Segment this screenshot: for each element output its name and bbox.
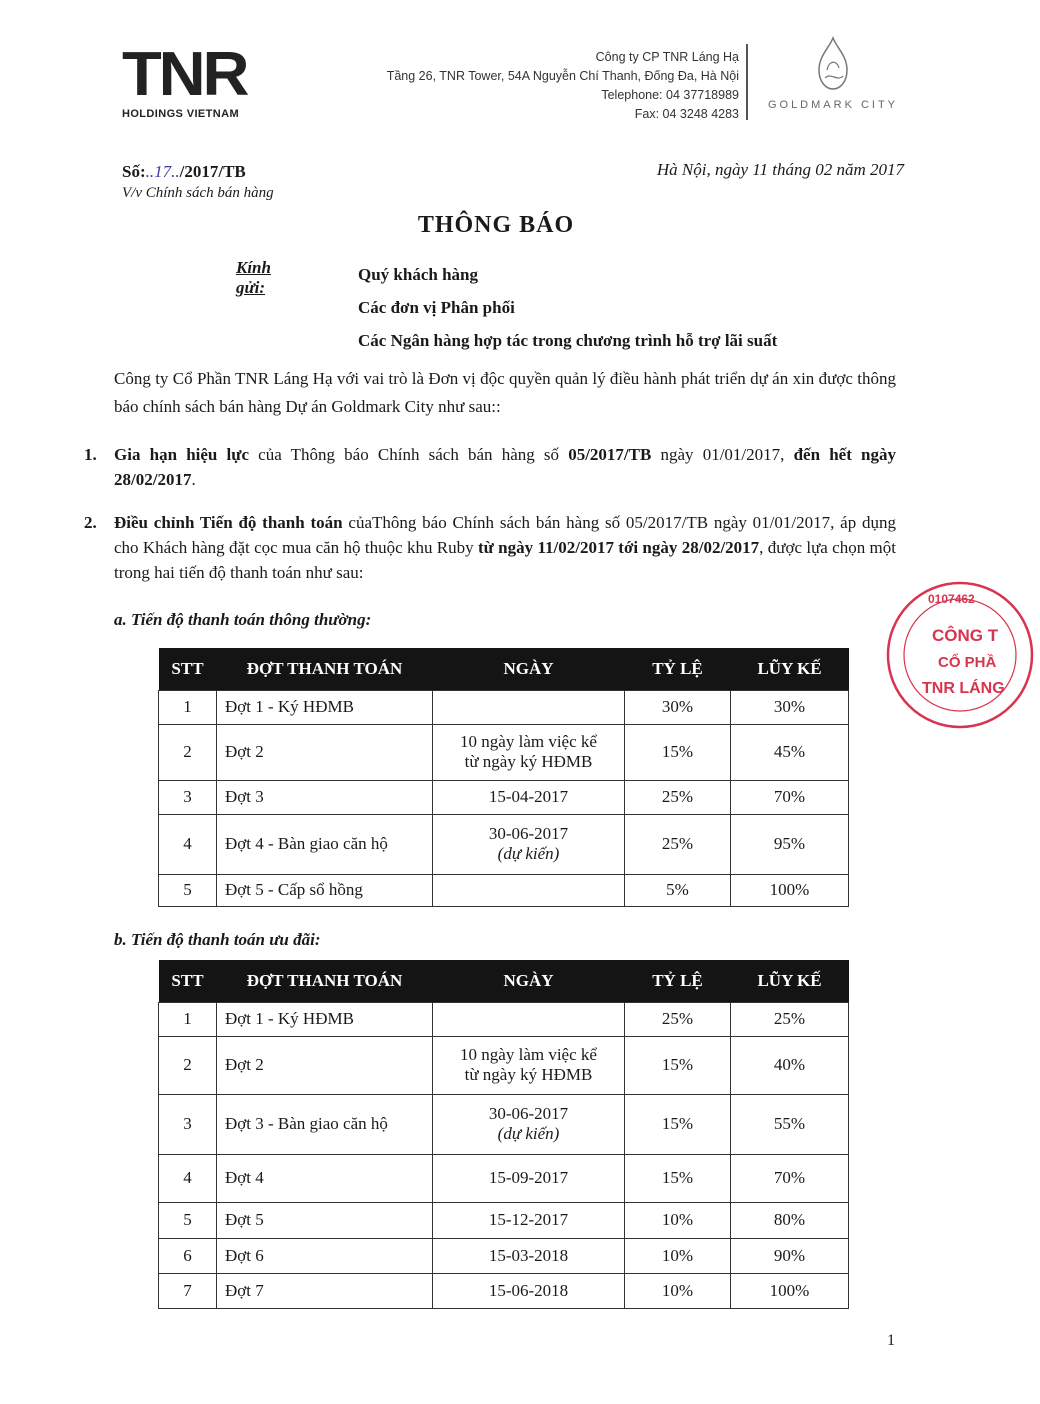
table-row xyxy=(159,1154,849,1202)
cell-stage: Đợt 3 xyxy=(217,780,433,814)
cell-rate: 15% xyxy=(625,1036,731,1094)
seal-code: 0107462 xyxy=(928,592,975,606)
date-line: 30-06-2017 xyxy=(488,824,569,843)
company-telephone: Telephone: 04 37718989 xyxy=(601,88,739,102)
cell-stage: Đợt 7 xyxy=(217,1273,433,1308)
cell-stt: 3 xyxy=(159,1094,217,1154)
table-row xyxy=(159,1036,849,1094)
schedule-a-table xyxy=(158,648,849,907)
logo-subtitle: HOLDINGS VIETNAM xyxy=(122,108,240,120)
company-name: Công ty CP TNR Láng Hạ xyxy=(595,50,739,64)
point-bold: 05/2017/TB xyxy=(568,445,652,464)
seal-line: TNR LÁNG xyxy=(922,680,1005,697)
cell-stt: 6 xyxy=(159,1238,217,1273)
cell-date: 15-12-2017 xyxy=(433,1202,625,1238)
company-info xyxy=(387,48,739,124)
intro-paragraph: Công ty Cổ Phần TNR Láng Hạ với vai trò là Đơn vị độc quyền quản lý điều hành phát triển dự án xin được thông báo chính sách bán hàng Dự án Goldmark City như sau:: xyxy=(114,369,896,416)
reference-subject: V/v Chính sách bán hàng xyxy=(122,185,274,201)
recipients-label: Kính gửi: xyxy=(236,258,271,297)
header-divider xyxy=(746,44,748,120)
reference-number xyxy=(122,162,274,182)
cell-cumulative: 40% xyxy=(731,1036,849,1094)
cell-stage: Đợt 5 - Cấp sổ hồng xyxy=(217,874,433,906)
header-cumulative: LŨY KẾ xyxy=(731,648,849,690)
table-row xyxy=(159,874,849,906)
company-seal xyxy=(880,575,1040,735)
cell-stt: 1 xyxy=(159,1002,217,1036)
recipient-item: Các đơn vị Phân phối xyxy=(358,298,515,317)
cell-stt: 4 xyxy=(159,1154,217,1202)
schedule-a-heading: a. Tiến độ thanh toán thông thường: xyxy=(114,610,372,629)
cell-rate: 25% xyxy=(625,1002,731,1036)
point-bold: từ ngày 11/02/2017 tới ngày 28/02/2017 xyxy=(477,538,760,557)
header-rate: TỶ LỆ xyxy=(625,960,731,1002)
cell-rate: 25% xyxy=(625,780,731,814)
cell-cumulative: 55% xyxy=(731,1094,849,1154)
cell-date xyxy=(433,724,625,780)
table-row xyxy=(159,1202,849,1238)
cell-cumulative: 95% xyxy=(731,814,849,874)
header-stage: ĐỢT THANH TOÁN xyxy=(217,960,433,1002)
date-line: 10 ngày làm việc kể xyxy=(460,1045,597,1064)
date-line: 30-06-2017 xyxy=(488,1104,569,1123)
point-text xyxy=(114,510,896,585)
cell-stage: Đợt 3 - Bàn giao căn hộ xyxy=(217,1094,433,1154)
cell-date xyxy=(433,690,625,724)
cell-cumulative: 70% xyxy=(731,780,849,814)
date-line: 10 ngày làm việc kể xyxy=(460,732,597,751)
cell-rate: 10% xyxy=(625,1273,731,1308)
cell-rate: 10% xyxy=(625,1238,731,1273)
table-row xyxy=(159,724,849,780)
document-date: Hà Nội, ngày 11 tháng 02 năm 2017 xyxy=(656,160,904,179)
seal-icon xyxy=(880,575,1005,735)
cell-stt: 5 xyxy=(159,874,217,906)
cell-date: 15-09-2017 xyxy=(433,1154,625,1202)
cell-date: 15-04-2017 xyxy=(433,780,625,814)
cell-rate: 10% xyxy=(625,1202,731,1238)
cell-date xyxy=(433,814,625,874)
table-row xyxy=(159,814,849,874)
point-text xyxy=(114,442,896,492)
recipient-item: Các Ngân hàng hợp tác trong chương trình hỗ trợ lãi suất xyxy=(358,331,778,350)
logo-word: TNR xyxy=(122,40,247,109)
cell-stt: 3 xyxy=(159,780,217,814)
seal-line: CỔ PHẦ xyxy=(938,654,997,671)
point-plain: củaThông báo Chính sách bán hàng số 05/2017/TB ngày 01/01/2017, áp dụng cho Khách hàng đặt cọc mua căn hộ thuộc khu Ruby xyxy=(114,513,896,557)
header-date: NGÀY xyxy=(433,960,625,1002)
point-1 xyxy=(84,442,896,492)
cell-stt: 4 xyxy=(159,814,217,874)
point-number: 1. xyxy=(84,445,97,464)
cell-date xyxy=(433,874,625,906)
cell-stage: Đợt 2 xyxy=(217,1036,433,1094)
table-row xyxy=(159,780,849,814)
cell-stage: Đợt 1 - Ký HĐMB xyxy=(217,690,433,724)
point-plain: . xyxy=(191,470,196,489)
company-fax: Fax: 04 3248 4283 xyxy=(634,107,739,121)
cell-stage: Đợt 4 - Bàn giao căn hộ xyxy=(217,814,433,874)
cell-rate: 30% xyxy=(625,690,731,724)
cell-date xyxy=(433,1002,625,1036)
date-line: từ ngày ký HĐMB xyxy=(464,1065,593,1084)
reference-suffix: /2017/TB xyxy=(179,162,246,181)
table-row xyxy=(159,1273,849,1308)
date-estimate: (dự kiến) xyxy=(497,1124,560,1143)
cell-stt: 1 xyxy=(159,690,217,724)
cell-cumulative: 100% xyxy=(731,1273,849,1308)
document-title: THÔNG BÁO xyxy=(417,212,575,238)
cell-cumulative: 70% xyxy=(731,1154,849,1202)
header-stt: STT xyxy=(159,960,217,1002)
cell-cumulative: 25% xyxy=(731,1002,849,1036)
cell-date xyxy=(433,1036,625,1094)
table-row xyxy=(159,1094,849,1154)
point-number: 2. xyxy=(84,513,97,532)
cell-cumulative: 90% xyxy=(731,1238,849,1273)
cell-cumulative: 100% xyxy=(731,874,849,906)
cell-rate: 15% xyxy=(625,1154,731,1202)
cell-rate: 15% xyxy=(625,1094,731,1154)
header-date: NGÀY xyxy=(433,648,625,690)
tnr-logo xyxy=(122,40,262,120)
point-bold: Gia hạn hiệu lực xyxy=(114,445,250,464)
reference-fill: ..17.. xyxy=(145,162,180,181)
reference-label: Số: xyxy=(122,162,146,181)
schedule-b-heading: b. Tiến độ thanh toán ưu đãi: xyxy=(114,930,321,949)
point-bold: đến hết ngày 28/02/2017 xyxy=(114,445,896,489)
header-rate: TỶ LỆ xyxy=(625,648,731,690)
cell-date: 15-03-2018 xyxy=(433,1238,625,1273)
cell-rate: 5% xyxy=(625,874,731,906)
table-row xyxy=(159,690,849,724)
cell-stt: 2 xyxy=(159,1036,217,1094)
date-estimate: (dự kiến) xyxy=(497,844,560,863)
cell-date: 15-06-2018 xyxy=(433,1273,625,1308)
recipients-list xyxy=(358,258,878,357)
recipient-item: Quý khách hàng xyxy=(358,265,478,284)
cell-rate: 25% xyxy=(625,814,731,874)
goldmark-logo xyxy=(758,36,908,111)
point-plain: ngày 01/01/2017, xyxy=(651,445,794,464)
page-number: 1 xyxy=(887,1332,895,1349)
header-stage: ĐỢT THANH TOÁN xyxy=(217,648,433,690)
reference-block xyxy=(122,162,274,202)
date-line: từ ngày ký HĐMB xyxy=(464,752,593,771)
cell-cumulative: 30% xyxy=(731,690,849,724)
cell-stage: Đợt 6 xyxy=(217,1238,433,1273)
table-row xyxy=(159,1238,849,1273)
cell-stage: Đợt 2 xyxy=(217,724,433,780)
header-cumulative: LŨY KẾ xyxy=(731,960,849,1002)
cell-stage: Đợt 4 xyxy=(217,1154,433,1202)
cell-cumulative: 80% xyxy=(731,1202,849,1238)
cell-stage: Đợt 1 - Ký HĐMB xyxy=(217,1002,433,1036)
cell-stt: 2 xyxy=(159,724,217,780)
cell-date xyxy=(433,1094,625,1154)
point-2 xyxy=(84,510,896,585)
company-address: Tầng 26, TNR Tower, 54A Nguyễn Chí Thanh, Đống Đa, Hà Nội xyxy=(386,69,739,83)
cell-rate: 15% xyxy=(625,724,731,780)
header-stt: STT xyxy=(159,648,217,690)
cell-cumulative: 45% xyxy=(731,724,849,780)
table-header-row xyxy=(159,960,849,1002)
cell-stt: 7 xyxy=(159,1273,217,1308)
cell-stt: 5 xyxy=(159,1202,217,1238)
goldmark-brand-text: GOLDMARK CITY xyxy=(767,99,899,111)
schedule-b-table xyxy=(158,960,849,1309)
table-row xyxy=(159,1002,849,1036)
point-bold: Điều chỉnh Tiến độ thanh toán xyxy=(114,513,343,532)
goldmark-drop-icon xyxy=(813,36,853,92)
seal-line: CÔNG T xyxy=(932,626,999,645)
table-header-row xyxy=(159,648,849,690)
cell-stage: Đợt 5 xyxy=(217,1202,433,1238)
point-plain: , được lựa chọn một trong hai tiến độ thanh toán như sau: xyxy=(114,538,896,582)
point-plain: của Thông báo Chính sách bán hàng số xyxy=(249,445,569,464)
